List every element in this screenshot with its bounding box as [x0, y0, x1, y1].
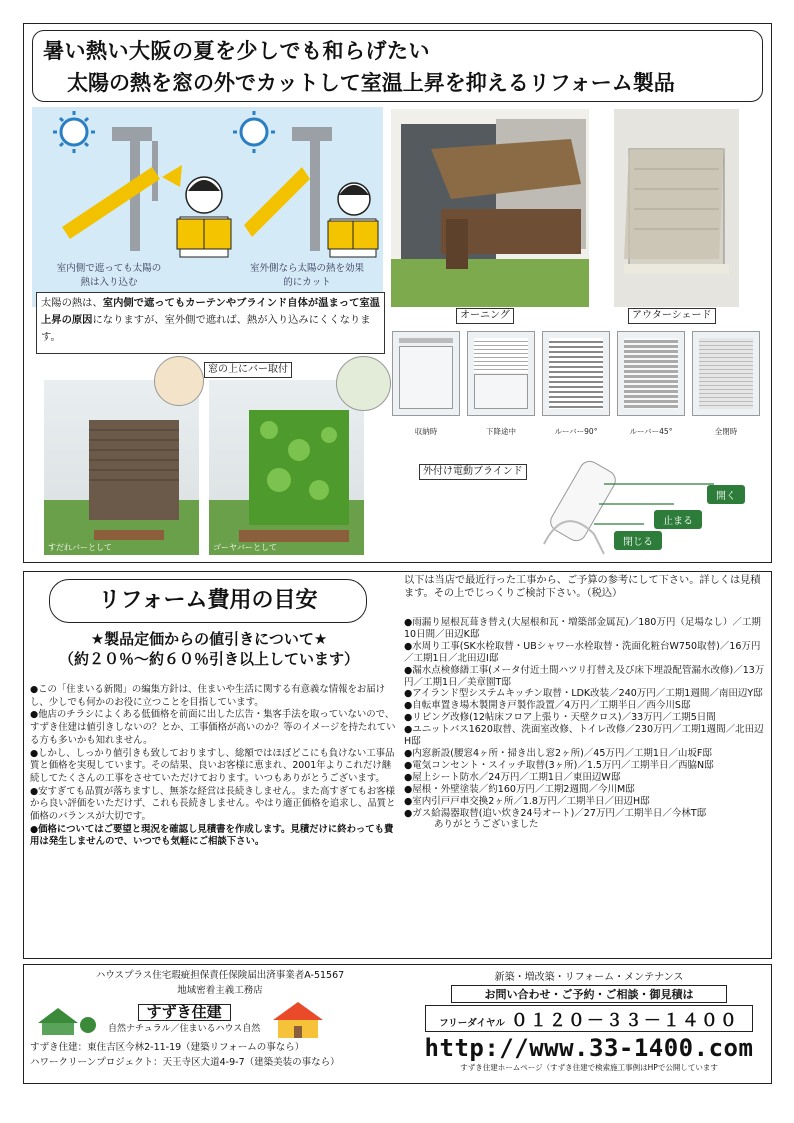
blind-caption-4: ルーバー45°: [629, 427, 673, 436]
history-item-last: ●ガス給湯器取替(追い炊き24号オート)／27万円／工期半日／今林T邸: [404, 807, 707, 819]
blind-caption-3: ルーバー90°: [554, 427, 598, 436]
blind-states-row: [392, 331, 760, 416]
sub-brand: 自然ナチュラル／住まいるハウス自然: [108, 1023, 261, 1034]
policy-item: ●安すぎても品質が落ちますし、無茶な経営は長続きしません。また高すぎてもお客様から良い評価をいただけず、これも長続きしません。やはり適正価格を追求し、品質と価格のバランスが大切です。: [30, 785, 396, 823]
reader-figure-left: [177, 177, 231, 257]
url-note: すずき住建ホームページ（すずき住建で検索施工事例はHPで公開しています: [460, 1063, 718, 1072]
goya-detail-photo: [336, 356, 391, 411]
headline-line-2: 太陽の熱を窓の外でカットして室温上昇を抑えるリフォーム製品: [67, 71, 675, 95]
history-item: ●自転車置き場木製開き戸製作設置／4万円／工期半日／西今川S邸: [404, 700, 691, 712]
explanation-text: [36, 292, 385, 354]
thanks-text: ありがとうございました: [434, 819, 539, 831]
blind-state-lowering: [467, 331, 535, 416]
blind-caption-1: 収納時: [414, 427, 438, 436]
work-history-list: [404, 617, 766, 831]
sun-icon: [53, 111, 95, 153]
history-item: ●水周り工事(SK水栓取替・UBシャワー水栓取替・洗面化粧台W750取替)／16万円／工期1日／北田辺I邸: [404, 640, 761, 664]
address-2: ハワークリーンプロジェクト：天王寺区大道4-9-7（建築美装の事なら）: [30, 1057, 340, 1068]
explanation-part-2: になりますが、室外側で遮れば、熱が入り込みにくくなります。: [41, 314, 371, 343]
blind-caption-2: 下降途中: [486, 427, 516, 436]
house-logo-icon: [30, 1003, 100, 1037]
freedial-label: フリーダイヤル: [439, 1018, 505, 1029]
website-url[interactable]: http://www.33-1400.com: [424, 1034, 754, 1062]
bar-mount-label: 窓の上にバー取付: [204, 362, 292, 378]
footer-section: [23, 964, 772, 1084]
blind-state-louver-45: [617, 331, 685, 416]
freedial-box[interactable]: [425, 1005, 753, 1032]
awning-photo-art: [391, 109, 589, 307]
sun-icon: [233, 111, 275, 153]
top-section: [23, 23, 772, 563]
awning-label: オーニング: [456, 308, 514, 324]
history-item: ●リビング改修(12帖床フロア上張り・天壁クロス)／33万円／工期5日間: [404, 712, 716, 724]
goya-caption: ゴーヤバーとして: [213, 543, 277, 552]
sun-heat-illustration: [32, 107, 383, 307]
history-item: ●ユニットバス1620取替、洗面室改修、トイレ改修／230万円／工期1週間／北田辺H邸: [404, 724, 764, 748]
policy-item: ●しかし、しっかり値引きも致しておりますし、総額ではほぼどこにも負けない工事品質と価格を実現しています。その結果、良いお客様に恵まれ、2001年よりこれだけ継続してたくさんの工事をさせていただけております。いつもありがとうございます。: [30, 747, 395, 784]
history-item: ●屋上シート防水／24万円／工期1日／東田辺W邸: [404, 771, 621, 783]
outer-shade-photo-art: [614, 109, 739, 307]
contact-info: [409, 968, 769, 1073]
tagline: 地域密着主義工務店: [177, 985, 263, 996]
history-item: ●雨漏り屋根瓦葺き替え(大屋根和瓦・増築部金属瓦)／180万円（足場なし）／工期10日間／田辺K邸: [404, 617, 761, 640]
history-item: [404, 808, 766, 832]
awning-photo: [391, 109, 589, 307]
history-item: ●漏水点検修繕工事(メータ付近土間ハツリ打替え及び床下埋設配管漏水改修)／13万円／工期1日／美章園T邸: [404, 664, 765, 688]
sudare-caption: すだれバーとして: [48, 543, 112, 552]
history-item: ●内窓新設(腰窓4ヶ所・掃き出し窓2ヶ所)／45万円／工期1日／山坂F邸: [404, 747, 712, 759]
address-1: すずき住建：東住吉区今林2-11-19（建築リフォームの事なら）: [30, 1042, 305, 1053]
electric-blind-label: 外付け電動ブラインド: [419, 464, 527, 480]
remote-stop-button: 止まる: [654, 510, 702, 529]
services-text: 新築・増改築・リフォーム・メンテナンス: [494, 972, 684, 983]
sudare-photo-art: [44, 380, 199, 555]
policy-item: ●価格についてはご要望と現況を確認し見積書を作成します。見積だけに終わっても費用は発生しませんので、いつでも気軽にご相談下さい。: [30, 823, 394, 848]
history-intro: 以下は当店で最近行った工事から、ご予算の参考にして下さい。詳しくは見積ます。その上でじっくりご検討下さい。（税込）: [404, 575, 761, 599]
goya-bar-photo: [209, 380, 364, 555]
history-item: ●電気コンセント・スイッチ取替(3ヶ所)／1.5万円／工期半日／西脇N邸: [404, 759, 714, 771]
policy-item: ●この「住まいる新聞」の編集方針は、住まいや生活に関する有意義な情報をお届けし、少しでも何かのお役に立つことを目指しています。: [30, 684, 386, 708]
outer-shade-photo: [614, 109, 739, 307]
cost-title: リフォーム費用の目安: [49, 579, 367, 623]
illus-caption-right: 室外側なら太陽の熱を効果的にカット: [249, 263, 364, 288]
blind-caption-5: 全閉時: [714, 427, 738, 436]
remote-open-button: 開く: [707, 485, 745, 504]
contact-heading: お問い合わせ・ご予約・ご相談・御見積は: [451, 985, 727, 1003]
goya-photo-art: [209, 380, 364, 555]
company-info: [30, 968, 410, 1070]
policy-text: [30, 684, 397, 849]
history-item: ●室内引戸戸車交換2ヶ所／1.8万円／工期半日／田辺H邸: [404, 795, 650, 807]
headline-box: [32, 30, 763, 102]
reader-figure-right: [328, 183, 378, 257]
explanation-bold: 室内側で遮ってもカーテンやブラインド自体が温まって室温上昇の原因: [41, 297, 380, 326]
discount-range: （約２０％～約６０％引き以上しています）: [58, 650, 359, 668]
headline-line-1: 暑い熱い大阪の夏を少しでも和らげたい: [43, 39, 430, 63]
history-item: ●屋根・外壁塗装／約160万円／工期2週間／今川M邸: [404, 783, 635, 795]
sudare-detail-photo: [154, 356, 204, 406]
blind-state-closed: [692, 331, 760, 416]
freedial-number[interactable]: ０１２０－３３－１４００: [510, 1011, 739, 1031]
blind-state-louver-90: [542, 331, 610, 416]
history-item: ●アイランド型システムキッチン取替・LDK改装／240万円／工期1週間／南田辺Y邸: [404, 688, 763, 700]
remote-close-button: 閉じる: [614, 531, 662, 550]
house-icon: [268, 1000, 328, 1040]
outer-shade-label: アウターシェード: [628, 308, 716, 324]
cost-section: [23, 571, 772, 959]
blind-state-stored: [392, 331, 460, 416]
explanation-part-1: 太陽の熱は、: [41, 297, 103, 309]
discount-heading: ★製品定価からの値引きについて★: [90, 630, 328, 648]
brand-name: すずき住建: [138, 1004, 231, 1021]
license-text: ハウスプラス住宅瑕疵担保責任保険届出済事業者A-51567: [95, 970, 345, 981]
sudare-bar-photo: [44, 380, 199, 555]
policy-item: ●他店のチラシによくある低価格を前面に出した広告・集客手法を取っていないので、すずき住建は値引きしないの？とか、工事価格が高いのか？等のイメージを持たれている方も多いかも知れません。: [30, 709, 396, 746]
illus-caption-left: 室内側で遮っても太陽の熱は入り込む: [56, 263, 162, 288]
